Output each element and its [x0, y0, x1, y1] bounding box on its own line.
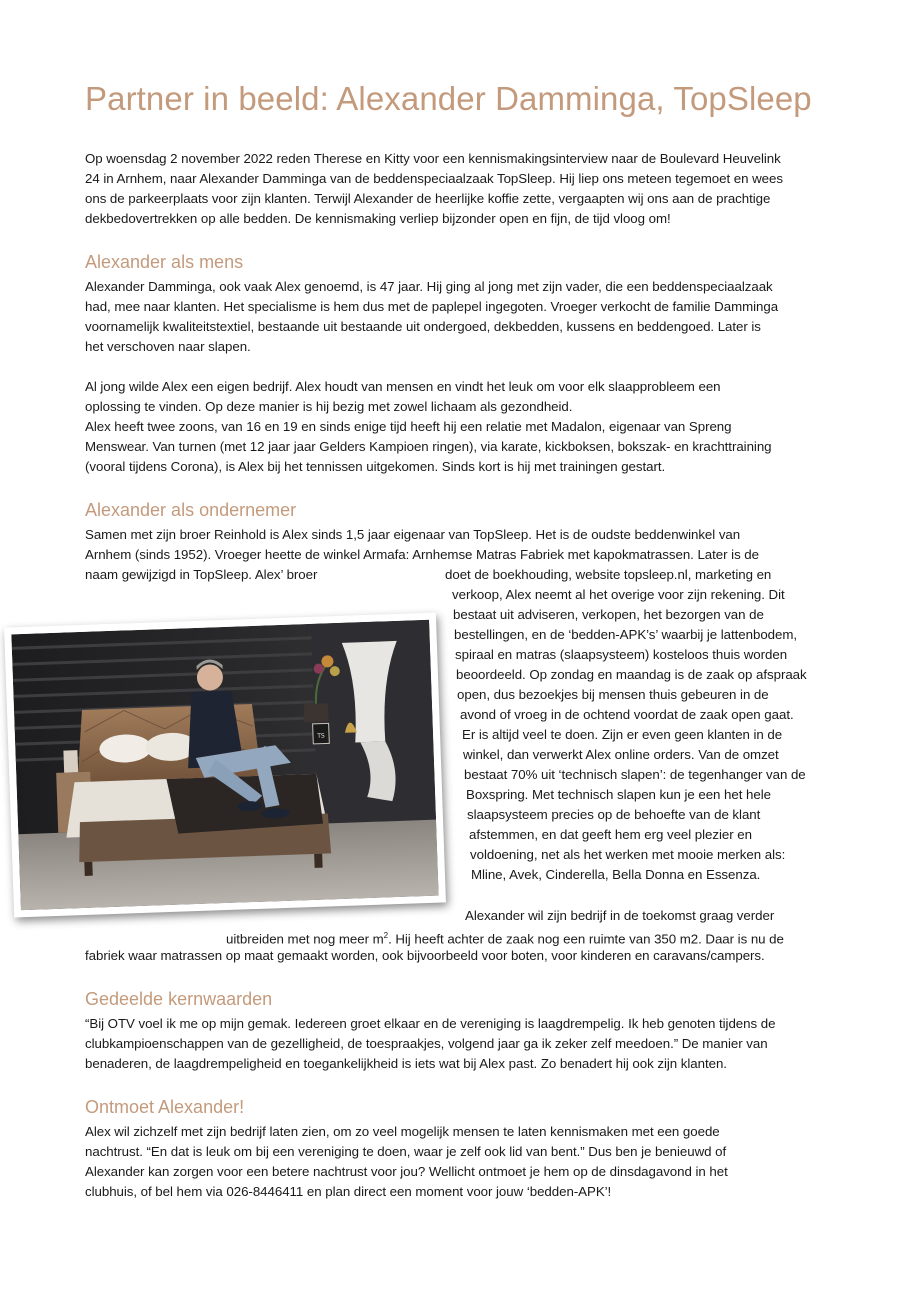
wrapped-line: open, dus bezoekjes bij mensen thuis gebeuren in de	[457, 687, 769, 702]
wrapped-line: Er is altijd veel te doen. Zijn er even geen klanten in de	[462, 727, 783, 742]
paragraph-line: fabriek waar matrassen op maat gemaakt worden, ook bijvoorbeeld voor boten, voor kinderen en caravans/campers.	[85, 948, 765, 963]
wrapped-line: slaapsysteem precies op de behoefte van de klant	[467, 807, 761, 822]
paragraph-line: naam gewijzigd in TopSleep. Alex’ broer	[85, 567, 318, 582]
wrapped-line: spiraal en matras (slaapsysteem) kosteloos thuis worden	[455, 647, 788, 662]
logo-text: TS	[317, 732, 325, 740]
paragraph-line: benaderen, de laagdrempeligheid en toegankelijkheid is iets wat bij Alex past. Zo benadert hij ook zijn klanten.	[85, 1056, 727, 1071]
intro-line: ons de parkeerplaats voor zijn klanten. Terwijl Alexander de heerlijke koffie zette, vergaapten wij ons aan de prachtige	[85, 191, 771, 206]
wrapped-line: bestaat 70% uit ‘technisch slapen’: de tegenhanger van de	[464, 767, 806, 782]
paragraph-line: (vooral tijdens Corona), is Alex bij het tennissen uitgekomen. Sinds kort is hij met trainingen gestart.	[85, 459, 666, 474]
section-heading-ondernemer: Alexander als ondernemer	[85, 500, 297, 520]
text-span: uitbreiden met nog meer m	[226, 931, 384, 947]
paragraph-line: Alexander kan zorgen voor een betere nachtrust voor jou? Wellicht ontmoet je hem op de dinsdagavond in het	[85, 1164, 728, 1179]
wrapped-line: Mline, Avek, Cinderella, Bella Donna en Essenza.	[471, 867, 761, 882]
section-heading-mens: Alexander als mens	[85, 252, 244, 272]
wrapped-line: winkel, dan verwerkt Alex online orders. Van de omzet	[463, 747, 779, 762]
wrapped-line: bestellingen, en de ‘bedden-APK’s’ waarbij je lattenbodem,	[454, 627, 798, 642]
paragraph-line: Al jong wilde Alex een eigen bedrijf. Alex houdt van mensen en vindt het leuk om voor elk slaapprobleem een	[85, 379, 721, 394]
paragraph-line: oplossing te vinden. Op deze manier is hij bezig met zowel lichaam als gezondheid.	[85, 399, 573, 414]
page-title: Partner in beeld: Alexander Damminga, TopSleep	[85, 80, 812, 117]
wrapped-line: bestaat uit adviseren, verkopen, het bezorgen van de	[453, 607, 764, 622]
wrapped-line: afstemmen, en dat geeft hem erg veel plezier en	[469, 827, 752, 842]
wrapped-line: Boxspring. Met technisch slapen kun je een het hele	[466, 787, 771, 802]
paragraph-line: “Bij OTV voel ik me op mijn gemak. Iedereen groet elkaar en de vereniging is laagdrempelig. Ik heb genoten tijdens de	[85, 1016, 776, 1031]
photo-frame	[4, 613, 446, 918]
intro-line: Op woensdag 2 november 2022 reden Therese en Kitty voor een kennismakingsinterview naar de Boulevard Heuvelink	[85, 151, 781, 166]
paragraph-line: clubkampioenschappen van de gezelligheid, de toespraakjes, volgend jaar ga ik zeker zelf meedoen.” De manier van	[85, 1036, 768, 1051]
paragraph-line: Menswear. Van turnen (met 12 jaar jaar Gelders Kampioen ringen), via karate, kickboksen, bokszak- en krachttraining	[85, 439, 772, 454]
intro-line: dekbedovertrekken op alle bedden. De kennismaking verliep bijzonder open en fijn, de tijd vloog om!	[85, 211, 671, 226]
superscript: 2	[383, 931, 389, 940]
paragraph-line: Samen met zijn broer Reinhold is Alex sinds 1,5 jaar eigenaar van TopSleep. Het is de oudste beddenwinkel van	[85, 527, 741, 542]
intro-line: 24 in Arnhem, naar Alexander Damminga van de beddenspeciaalzaak TopSleep. Hij liep ons meteen tegemoet en wees	[85, 171, 783, 186]
wrapped-line: verkoop, Alex neemt al het overige voor zijn rekening. Dit	[452, 587, 785, 602]
paragraph-line: Alex wil zichzelf met zijn bedrijf laten zien, om zo veel mogelijk mensen te laten kennismaken met een goede	[85, 1124, 720, 1139]
bedroom-photo	[11, 620, 438, 910]
wrapped-line: voldoening, net als het werken met mooie merken als:	[470, 847, 786, 862]
wrapped-line: avond of vroeg in de ochtend voordat de zaak open gaat.	[460, 707, 794, 722]
section-heading-kernwaarden: Gedeelde kernwaarden	[85, 989, 273, 1009]
wrapped-line: beoordeeld. Op zondag en maandag is de zaak op afspraak	[456, 667, 807, 682]
paragraph-line: nachtrust. “En dat is leuk om bij een vereniging te doen, waar je zelf ook lid van bent.” Dus ben je benieuwd of	[85, 1144, 727, 1159]
paragraph-line: Alexander Damminga, ook vaak Alex genoemd, is 47 jaar. Hij ging al jong met zijn vader, die een beddenspeciaalzaak	[85, 279, 773, 294]
paragraph-line: voornamelijk kwaliteitstextiel, bestaande uit bestaande uit ondergoed, dekbedden, kussens en beddengoed. Later is	[85, 319, 761, 334]
wrapped-line: doet de boekhouding, website topsleep.nl, marketing en	[445, 567, 772, 582]
section-heading-ontmoet: Ontmoet Alexander!	[85, 1097, 245, 1117]
paragraph-line: Alexander wil zijn bedrijf in de toekomst graag verder	[465, 908, 775, 923]
paragraph-line: Alex heeft twee zoons, van 16 en 19 en sinds enige tijd heeft hij een relatie met Madalon, eigenaar van Spreng	[85, 419, 732, 434]
text-span: . Hij heeft achter de zaak nog een ruimte van 350 m2. Daar is nu de	[388, 931, 784, 947]
paragraph-line: Arnhem (sinds 1952). Vroeger heette de winkel Armafa: Arnhemse Matras Fabriek met kapokmatrassen. Later is de	[85, 547, 759, 562]
paragraph-line: clubhuis, of bel hem via 026-8446411 en plan direct een moment voor jouw ‘bedden-APK’!	[85, 1184, 612, 1199]
paragraph-line: had, mee naar klanten. Het specialisme is hem dus met de paplepel ingegoten. Vroeger verkocht de familie Damminga	[85, 299, 779, 314]
paragraph-line: het verschoven naar slapen.	[85, 339, 251, 354]
